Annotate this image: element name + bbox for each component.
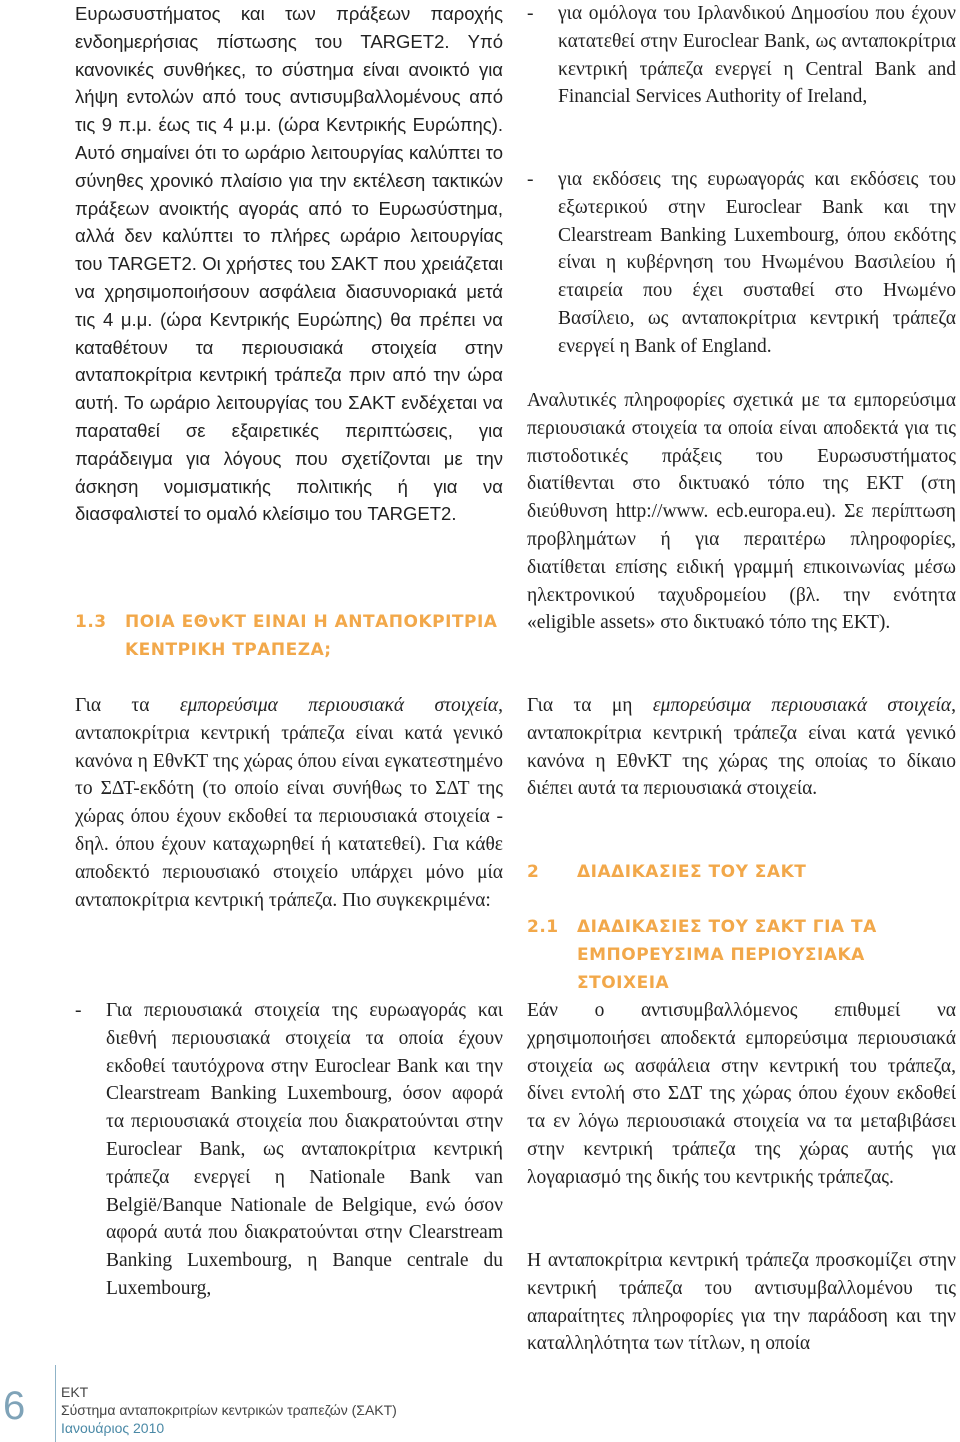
text-fragment: Για τα μη	[527, 695, 653, 716]
paragraph-users-after-hours-text: Οι χρήστες του ΣΑΚΤ που χρειάζεται να χρησιμοποιήσουν ασφάλεια διασυνοριακά μετά τις 4 μ.μ. (ώρα Κεντρικής Ευρώπης) θα πρέπει να καταθέτουν τα περιουσιακά στοιχεία στην ανταποκρίτρια κεντρική τράπεζα πριν από την ώρα αυτή. Το ωράριο λειτουργίας του ΣΑΚΤ ενδέχεται να παραταθεί σε εξαιρετικές περιπτώσεις, για παράδειγμα για λόγους που σχετίζονται με την άσκηση νομισματικής πολιτικής ή για να διασφαλιστεί το ομαλό κλείσιμο του TARGET2.	[75, 253, 503, 525]
emphasis-text: εμπορεύσιμα περιουσιακά στοιχεία	[179, 695, 499, 716]
section-title: ΔΙΑΔΙΚΑΣΙΕΣ ΤΟΥ ΣΑΚΤ ΓΙΑ ΤΑ ΕΜΠΟΡΕΥΣΙΜΑ ΠΕΡΙΟΥΣΙΑΚΑ ΣΤΟΙΧΕΙΑ	[577, 917, 877, 993]
page-number: 6	[3, 1384, 26, 1428]
footer-date: Ιανουάριος 2010	[61, 1420, 165, 1436]
section-number: 1.3	[75, 612, 107, 632]
list-item-text: Για περιουσιακά στοιχεία της ευρωαγοράς και διεθνή περιουσιακά στοιχεία τα οποία έχουν εκδοθεί ταυτόχρονα στην Euroclear Bank και την Clearstream Banking Luxembourg, όσον αφορά τα περιουσιακά στοιχεία που διακρατούνται στην Euroclear Bank, ως ανταποκρίτρια κεντρική τράπεζα ενεργεί η Nationale Bank van België/Banque Nationale de Belgique, ενώ όσον αφορά αυτά που διακρατούνται στην Clearstream Banking Luxembourg, η Banque centrale du Luxembourg,	[106, 1000, 503, 1299]
paragraph-marketable-assets	[75, 692, 503, 914]
section-number: 2.1	[527, 917, 559, 937]
paragraph-ccbm-procedure: Εάν ο αντισυμβαλλόμενος επιθυμεί να χρησιμοποιήσει αποδεκτά εμπορεύσιμα περιουσιακά στοιχεία ως ασφάλεια στην κεντρική του τράπεζα, δίνει εντολή στο ΣΔΤ της χώρας όπου έχουν εκδοθεί τα εν λόγω περιουσιακά στοιχεία να τα μεταβιβάσει στην κεντρική τράπεζα της χώρας αυτής για λογαριασμό της δικής του κεντρικής τράπεζας.	[527, 1000, 956, 1188]
list-dash: -	[75, 1000, 82, 1021]
footer-title: Σύστημα ανταποκριτρίων κεντρικών τραπεζών (ΣΑΚΤ)	[61, 1402, 397, 1418]
footer	[61, 1383, 397, 1437]
paragraph-operating-hours-text: Ευρωσυστήματος και των πράξεων παροχής ενδοημερήσιας πίστωσης του TARGET2. Υπό κανονικές συνθήκες, το σύστημα είναι ανοικτό για λήψη εντολών από τους αντισυμβαλλομένους από τις 9 π.μ. έως τις 4 μ.μ. (ώρα Κεντρικής Ευρώπης). Αυτό σημαίνει ότι το ωράριο λειτουργίας καλύπτει το σύνηθες χρονικό πλαίσιο για την εκτέλεση τακτικών πράξεων ανοικτής αγοράς από το Ευρωσύστημα, αλλά δεν καλύπτει το πλήρες ωράριο λειτουργίας του TARGET2.	[75, 3, 503, 275]
list-dash: -	[527, 3, 534, 24]
text-fragment: , ανταποκρίτρια κεντρική τράπεζα είναι κατά γενικό κανόνα η ΕθνΚΤ της χώρας όπου είναι εγκατεστημένο το ΣΔΤ-εκδότη (το οποίο είναι συνήθως το ΣΔΤ της χώρας όπου έχουν εκδοθεί τα περιουσιακά στοιχεία - δηλ. όπου έχουν καταχωρηθεί ή κατατεθεί). Για κάθε αποδεκτό περιουσιακό στοιχείο υπάρχει μόνο μία ανταποκρίτρια κεντρική τράπεζα. Πιο συγκεκριμένα:	[75, 695, 503, 911]
list-item-text: για εκδόσεις της ευρωαγοράς και εκδόσεις του εξωτερικού στην Euroclear Bank και την Clearstream Banking Luxembourg, όπου εκδότης είναι η κυβέρνηση του Ηνωμένου Βασιλείου ή εταιρεία που έχει συσταθεί στο Ηνωμένο Βασίλειο, ως ανταποκρίτρια κεντρική τράπεζα ενεργεί η Bank of England.	[558, 169, 956, 357]
section-number: 2	[527, 862, 540, 882]
list-item-text: για ομόλογα του Ιρλανδικού Δημοσίου που έχουν κατατεθεί στην Euroclear Bank, ως ανταποκρίτρια κεντρική τράπεζα ενεργεί η Central Bank and Financial Services Authority of Ireland,	[558, 3, 956, 108]
emphasis-text: εμπορεύσιμα περιουσιακά στοιχεία	[652, 695, 952, 716]
text-fragment: Για τα	[75, 695, 180, 716]
section-title: ΔΙΑΔΙΚΑΣΙΕΣ ΤΟΥ ΣΑΚΤ	[577, 862, 807, 882]
paragraph-non-marketable-assets	[527, 692, 956, 803]
paragraph-operating-hours	[75, 0, 503, 528]
paragraph-correspondent-info: Η ανταποκρίτρια κεντρική τράπεζα προσκομίζει στην κεντρική τράπεζα του αντισυμβαλλομένου τις απαραίτητες πληροφορίες για την παράδοση και την καταλληλότητα των τίτλων, η οποία	[527, 1250, 956, 1355]
text-fragment: , ανταποκρίτρια κεντρική τράπεζα είναι κατά γενικό κανόνα η ΕθνΚΤ της χώρας της οποίας το δίκαιο διέπει αυτά τα περιουσιακά στοιχεία.	[527, 695, 956, 800]
footer-divider	[55, 1365, 56, 1442]
section-title: ΠΟΙΑ ΕΘνΚΤ ΕΙΝΑΙ Η ΑΝΤΑΠΟΚΡΙΤΡΙΑ ΚΕΝΤΡΙΚΗ ΤΡΑΠΕΖΑ;	[125, 612, 498, 660]
list-dash: -	[527, 169, 534, 190]
footer-org: ΕΚΤ	[61, 1384, 89, 1400]
paragraph-eligible-assets-info: Αναλυτικές πληροφορίες σχετικά με τα εμπορεύσιμα περιουσιακά στοιχεία τα οποία είναι αποδεκτά για τις πιστοδοτικές πράξεις του Ευρωσυστήματος διατίθενται στο δικτυακό τόπο της ΕΚΤ (στη διεύθυνση http://www. ecb.europa.eu). Σε περίπτωση προβλημάτων ή για περαιτέρω πληροφορίες, διατίθεται επίσης ειδική γραμμή επικοινωνίας μέσω ηλεκτρονικού ταχυδρομείου (βλ. την ενότητα «eligible assets» στο δικτυακό τόπο της ΕΚΤ).	[527, 390, 956, 634]
